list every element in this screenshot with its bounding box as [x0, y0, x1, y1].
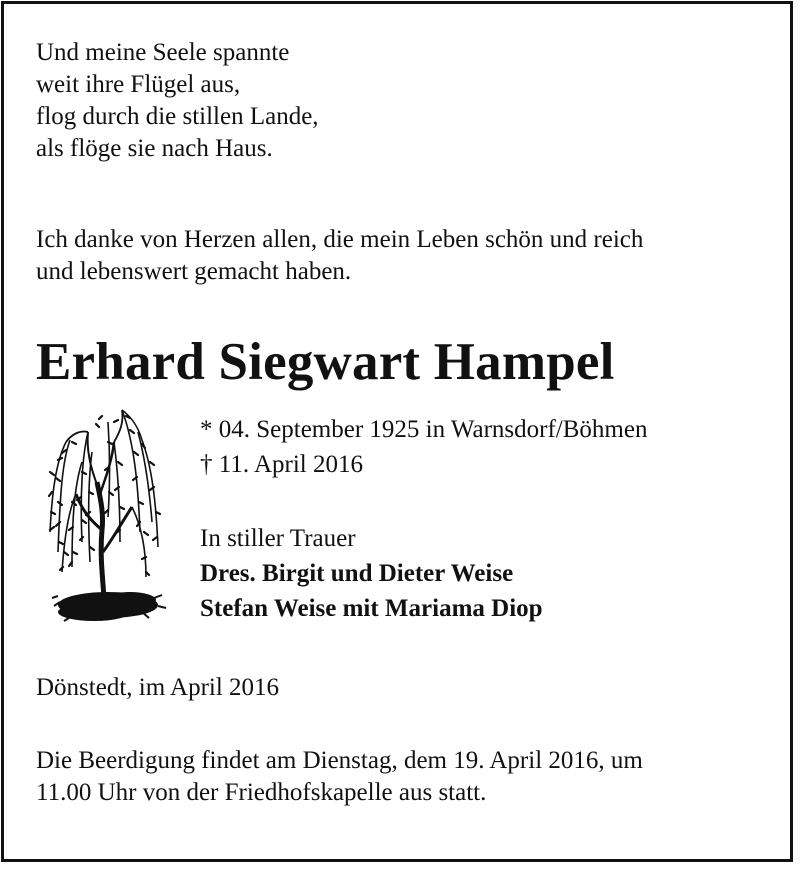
place-date-line: Dönstedt, im April 2016: [36, 674, 280, 701]
life-dates: [200, 412, 647, 482]
poem-line: weit ihre Flügel aus,: [36, 71, 241, 98]
mourning-intro: In stiller Trauer: [200, 525, 356, 552]
funeral-line: Die Beerdigung findet am Dienstag, dem 19. April 2016, um: [36, 747, 643, 774]
death-date: † 11. April 2016: [200, 451, 363, 478]
mourners-block: [200, 521, 543, 626]
funeral-line: 11.00 Uhr von der Friedhofskapelle aus statt.: [36, 779, 487, 806]
weeping-willow-icon: [42, 402, 172, 632]
place-date: [36, 672, 279, 704]
thanks-text: [36, 224, 643, 288]
thanks-line: Ich danke von Herzen allen, die mein Leben schön und reich: [36, 226, 644, 253]
mourner-name: Dres. Birgit und Dieter Weise: [200, 560, 514, 587]
mourner-name: Stefan Weise mit Mariama Diop: [200, 595, 543, 622]
thanks-line: und lebenswert gemacht haben.: [36, 258, 352, 285]
poem-line: flog durch die stillen Lande,: [36, 103, 319, 130]
funeral-info: [36, 745, 643, 809]
deceased-name: Erhard Siegwart Hampel: [36, 333, 615, 391]
poem: [36, 37, 319, 165]
birth-date: * 04. September 1925 in Warnsdorf/Böhmen: [200, 416, 648, 443]
poem-line: Und meine Seele spannte: [36, 39, 290, 66]
poem-line: als flöge sie nach Haus.: [36, 135, 273, 162]
